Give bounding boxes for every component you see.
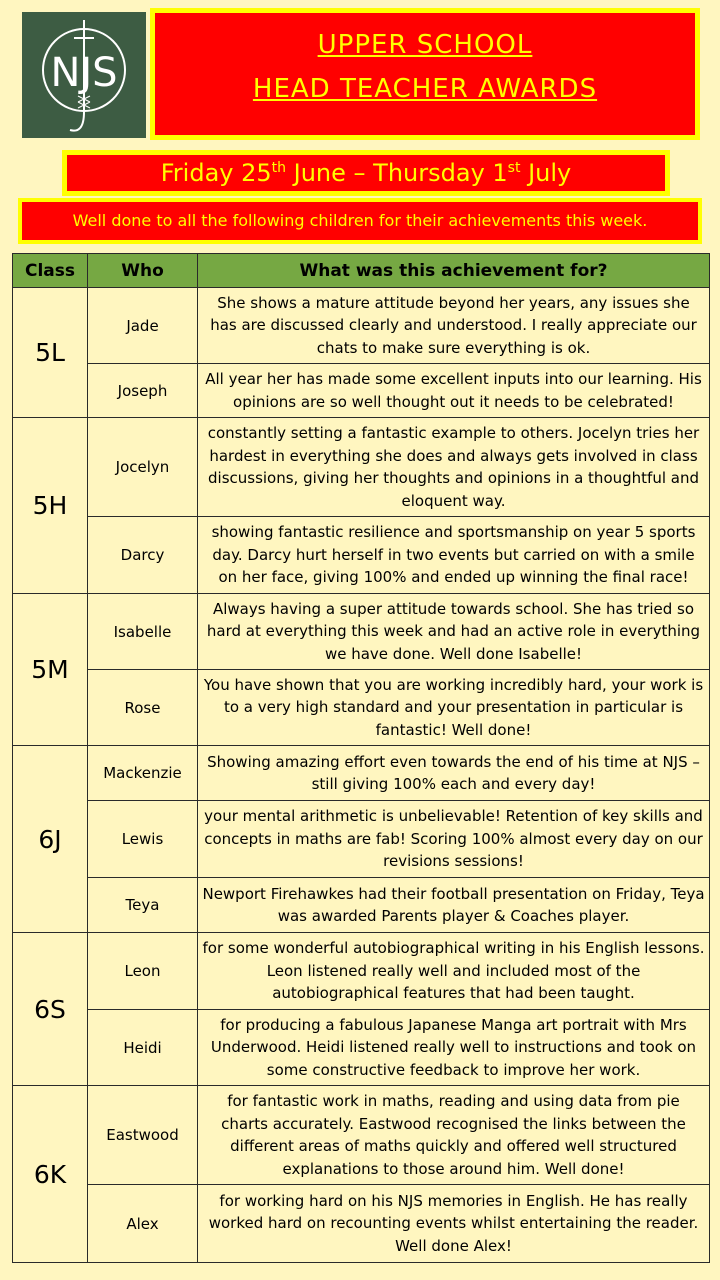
column-header-class: Class <box>13 254 88 288</box>
date-start-suffix: th <box>271 160 287 176</box>
student-name: Jade <box>88 288 198 364</box>
table-row <box>13 670 710 746</box>
student-name: Lewis <box>88 801 198 878</box>
date-end-suffix: st <box>507 160 521 176</box>
school-logo <box>22 12 146 138</box>
student-name: Jocelyn <box>88 418 198 517</box>
date-end: July <box>520 159 572 187</box>
class-cell: 5M <box>13 594 88 746</box>
student-name: Mackenzie <box>88 746 198 801</box>
achievement-text: for some wonderful autobiographical writing in his English lessons. Leon listened really well and included most of the autobiographical features that had been taught. <box>198 933 710 1010</box>
achievement-text: showing fantastic resilience and sportsmanship on year 5 sports day. Darcy hurt herself in two events but carried on with a smile on her face, giving 100% and ended up winning the final race! <box>198 517 710 594</box>
class-cell: 5H <box>13 418 88 594</box>
achievement-text: All year her has made some excellent inputs into our learning. His opinions are so well thought out it needs to be celebrated! <box>198 364 710 418</box>
date-banner <box>62 150 670 196</box>
student-name: Alex <box>88 1185 198 1263</box>
table-row <box>13 1185 710 1263</box>
student-name: Teya <box>88 878 198 933</box>
class-cell: 6J <box>13 746 88 933</box>
student-name: Heidi <box>88 1010 198 1086</box>
table-row <box>13 364 710 418</box>
student-name: Isabelle <box>88 594 198 670</box>
student-name: Joseph <box>88 364 198 418</box>
achievement-text: Always having a super attitude towards school. She has tried so hard at everything this week and had an active role in everything we have done. Well done Isabelle! <box>198 594 710 670</box>
table-row <box>13 746 710 801</box>
table-header-row <box>13 254 710 288</box>
title-upper-school: UPPER SCHOOL <box>317 30 533 60</box>
logo-text: NJS <box>50 50 118 96</box>
table-row <box>13 801 710 878</box>
date-start: Friday 25 <box>160 159 272 187</box>
achievement-text: constantly setting a fantastic example to others. Jocelyn tries her hardest in everything she does and always gets involved in class discussions, giving her thoughts and opinions in a thoughtful and eloquent way. <box>198 418 710 517</box>
class-cell: 5L <box>13 288 88 418</box>
awards-table <box>12 253 710 1263</box>
student-name: Rose <box>88 670 198 746</box>
title-banner <box>150 8 700 140</box>
table-row <box>13 288 710 364</box>
table-row <box>13 1086 710 1185</box>
title-head-teacher-awards: HEAD TEACHER AWARDS <box>252 74 598 104</box>
achievement-text: You have shown that you are working incredibly hard, your work is to a very high standard and your presentation in particular is fantastic! Well done! <box>198 670 710 746</box>
table-row <box>13 933 710 1010</box>
column-header-what: What was this achievement for? <box>198 254 710 288</box>
achievement-text: for fantastic work in maths, reading and using data from pie charts accurately. Eastwood recognised the links between the different areas of maths quickly and offered well structured explanations to those around him. Well done! <box>198 1086 710 1185</box>
achievement-text: Newport Firehawkes had their football presentation on Friday, Teya was awarded Parents player & Coaches player. <box>198 878 710 933</box>
achievement-text: Showing amazing effort even towards the end of his time at NJS – still giving 100% each and every day! <box>198 746 710 801</box>
table-row <box>13 418 710 517</box>
table-row <box>13 878 710 933</box>
intro-banner <box>18 198 702 244</box>
achievement-text: for working hard on his NJS memories in English. He has really worked hard on recounting events whilst entertaining the reader. Well done Alex! <box>198 1185 710 1263</box>
student-name: Leon <box>88 933 198 1010</box>
class-cell: 6S <box>13 933 88 1086</box>
intro-text: Well done to all the following children for their achievements this week. <box>72 211 648 230</box>
njs-crest-icon <box>22 12 146 138</box>
date-middle: June – Thursday 1 <box>286 159 508 187</box>
student-name: Darcy <box>88 517 198 594</box>
achievement-text: She shows a mature attitude beyond her years, any issues she has are discussed clearly and understood. I really appreciate our chats to make sure everything is ok. <box>198 288 710 364</box>
table-row <box>13 1010 710 1086</box>
column-header-who: Who <box>88 254 198 288</box>
class-cell: 6K <box>13 1086 88 1263</box>
student-name: Eastwood <box>88 1086 198 1185</box>
achievement-text: for producing a fabulous Japanese Manga art portrait with Mrs Underwood. Heidi listened really well to instructions and took on some constructive feedback to improve her work. <box>198 1010 710 1086</box>
table-row <box>13 594 710 670</box>
table-row <box>13 517 710 594</box>
achievement-text: your mental arithmetic is unbelievable! Retention of key skills and concepts in maths are fab! Scoring 100% almost every day on our revisions sessions! <box>198 801 710 878</box>
